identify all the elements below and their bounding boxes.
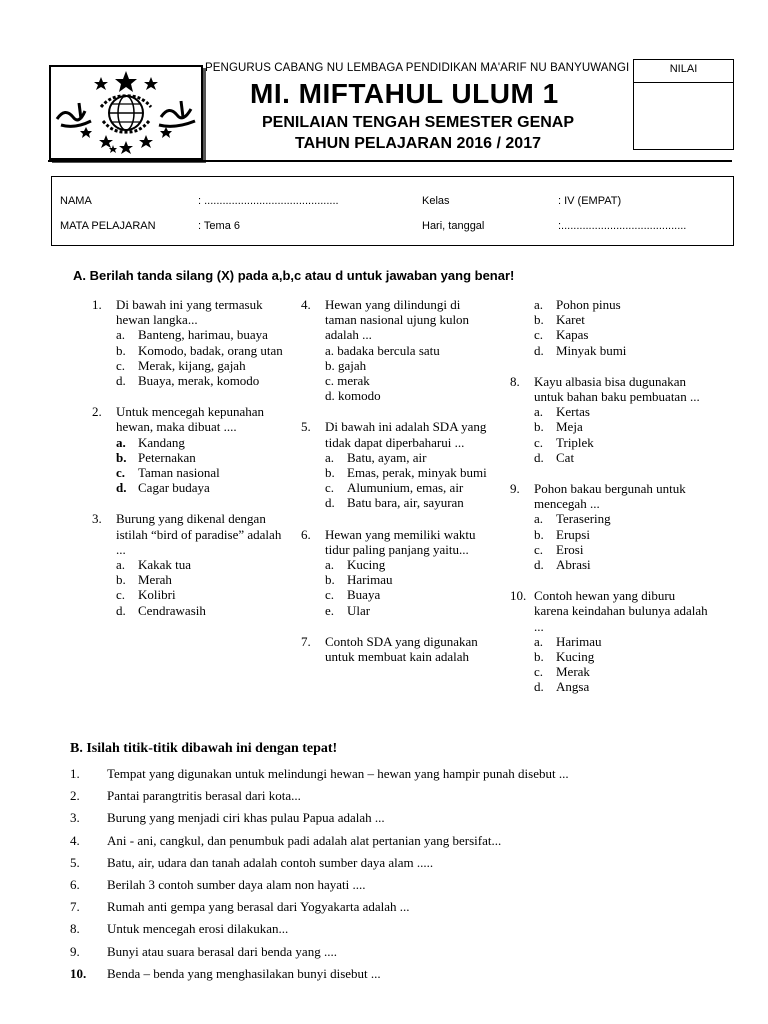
option-letter: d. — [534, 557, 544, 573]
section-a-column-2 — [301, 297, 493, 664]
option-text: Kolibri — [138, 587, 176, 603]
answer-option[interactable] — [534, 312, 710, 327]
question-text: Hewan yang memiliki waktu tidur paling panjang yaitu... — [325, 526, 476, 557]
item-number: 4. — [70, 832, 80, 848]
option-text: Minyak bumi — [556, 342, 627, 358]
answer-option[interactable] — [116, 358, 284, 373]
answer-option[interactable] — [534, 634, 710, 649]
question-gap — [510, 572, 710, 588]
question-number: 6. — [301, 526, 311, 542]
answer-option[interactable] — [534, 527, 710, 542]
item-number: 9. — [70, 943, 80, 959]
answer-option[interactable] — [116, 572, 284, 587]
question-text: Kayu albasia bisa dugunakan untuk bahan baku pembuatan ... — [534, 373, 700, 405]
question-block — [301, 527, 493, 618]
item-number: 1. — [70, 766, 80, 782]
option-letter: c. — [534, 664, 544, 680]
answer-option[interactable] — [325, 343, 493, 358]
option-letter: e. — [325, 602, 335, 618]
organization-name: PENGURUS CABANG NU LEMBAGA PENDIDIKAN MA'ARIF NU BANYUWANGI — [205, 62, 630, 74]
nama-label: NAMA — [60, 195, 92, 207]
option-letter: a. — [534, 404, 544, 420]
answer-option[interactable] — [534, 419, 710, 434]
option-text: Harimau — [347, 572, 393, 588]
answer-option[interactable] — [325, 587, 493, 602]
answer-option[interactable] — [116, 465, 284, 480]
answer-option[interactable] — [534, 450, 710, 465]
question-text: Pohon bakau bergunah untuk mencegah ... — [534, 481, 686, 512]
score-box[interactable] — [633, 59, 734, 150]
score-divider — [634, 82, 733, 83]
option-letter: d. — [116, 602, 126, 618]
answer-option[interactable] — [534, 404, 710, 419]
option-letter: d. — [534, 449, 544, 465]
item-number: 2. — [70, 788, 80, 804]
subject-value: : Tema 6 — [198, 220, 240, 232]
option-text: Karet — [556, 312, 585, 328]
option-text: Triplek — [556, 434, 594, 450]
option-letter: a. — [534, 297, 544, 312]
question-stem — [510, 374, 710, 404]
answer-option[interactable] — [534, 297, 710, 312]
question-block — [92, 511, 284, 617]
item-text: Tempat yang digunakan untuk melindungi hewan – hewan yang hampir punah disebut ... — [107, 766, 569, 782]
question-stem — [510, 588, 710, 634]
score-label: NILAI — [669, 63, 698, 75]
option-letter: c. — [116, 357, 126, 373]
question-gap — [92, 388, 284, 404]
question-stem — [301, 419, 493, 449]
option-letter: b. — [116, 572, 126, 588]
question-block — [301, 634, 493, 664]
answer-option[interactable] — [325, 450, 493, 465]
question-text: Di bawah ini adalah SDA yang tidak dapat diperbaharui ... — [325, 419, 487, 450]
item-text: Rumah anti gempa yang berasal dari Yogyakarta adalah ... — [107, 899, 410, 915]
question-stem — [92, 297, 284, 327]
option-letter: a. — [116, 557, 126, 573]
option-text: Abrasi — [556, 557, 591, 573]
nu-logo — [49, 65, 203, 160]
question-number: 1. — [92, 297, 102, 312]
option-text: Emas, perak, minyak bumi — [347, 465, 487, 481]
answer-options — [534, 404, 710, 465]
answer-option[interactable] — [325, 358, 493, 373]
option-text: Terasering — [556, 511, 611, 527]
nu-logo-emblem-icon — [51, 67, 201, 158]
question-number: 2. — [92, 404, 102, 420]
item-number: 3. — [70, 810, 80, 826]
option-text: Peternakan — [138, 449, 196, 465]
option-text: Kertas — [556, 404, 590, 420]
question-gap — [301, 511, 493, 527]
answer-option[interactable] — [325, 557, 493, 572]
answer-options — [325, 450, 493, 511]
nama-field[interactable]: : ............................................ — [198, 195, 339, 207]
option-letter: c. — [534, 434, 544, 450]
item-text: Bunyi atau suara berasal dari benda yang .... — [107, 943, 337, 959]
option-text: Buaya — [347, 587, 381, 603]
answer-option[interactable] — [116, 373, 284, 388]
option-text: c. merak — [325, 373, 370, 389]
question-number: 7. — [301, 633, 311, 649]
option-letter: c. — [116, 587, 126, 603]
option-text: Erosi — [556, 541, 584, 557]
question-stem — [301, 297, 493, 343]
option-letter: c. — [325, 480, 335, 496]
answer-option[interactable] — [325, 603, 493, 618]
answer-option[interactable] — [325, 373, 493, 388]
question-stem — [92, 511, 284, 557]
option-letter: b. — [534, 526, 544, 542]
school-name: MI. MIFTAHUL ULUM 1 — [250, 78, 559, 109]
option-text: Pohon pinus — [556, 297, 621, 312]
question-number: 5. — [301, 419, 311, 435]
option-letter: b. — [534, 419, 544, 435]
answer-option[interactable] — [534, 664, 710, 679]
question-text: Burung yang dikenal dengan istilah “bird of paradise” adalah ... — [116, 511, 282, 557]
question-block — [510, 481, 710, 572]
option-letter: a. — [534, 633, 544, 649]
option-text: a. badaka bercula satu — [325, 342, 440, 358]
answer-options — [534, 634, 710, 695]
option-letter: b. — [325, 465, 335, 481]
question-number: 4. — [301, 297, 311, 312]
answer-options — [534, 297, 710, 358]
option-text: Merah — [138, 572, 172, 588]
option-letter: d. — [534, 342, 544, 358]
fill-in-item[interactable] — [70, 830, 750, 852]
answer-options — [116, 435, 284, 496]
header-divider — [48, 160, 732, 162]
answer-option[interactable] — [534, 511, 710, 526]
section-b-list — [70, 763, 750, 985]
item-number: 6. — [70, 877, 80, 893]
answer-option[interactable] — [325, 388, 493, 403]
answer-options — [534, 511, 710, 572]
item-text: Ani - ani, cangkul, dan penumbuk padi adalah alat pertanian yang bersifat... — [107, 832, 502, 848]
option-text: Merak — [556, 664, 590, 680]
option-text: Banteng, harimau, buaya — [138, 327, 268, 343]
answer-option[interactable] — [325, 465, 493, 480]
answer-option[interactable] — [325, 495, 493, 510]
date-field[interactable]: :......................................... — [558, 220, 687, 232]
student-identity-box — [51, 176, 734, 246]
answer-options — [116, 557, 284, 618]
option-letter: c. — [116, 465, 126, 481]
question-block — [510, 297, 710, 358]
option-text: Kucing — [347, 557, 386, 573]
item-text: Burung yang menjadi ciri khas pulau Papua adalah ... — [107, 810, 385, 826]
answer-option[interactable] — [325, 480, 493, 495]
option-letter: d. — [116, 480, 127, 496]
answer-option[interactable] — [534, 679, 710, 694]
answer-option[interactable] — [534, 327, 710, 342]
option-letter: d. — [534, 679, 544, 695]
fill-in-item[interactable] — [70, 763, 750, 785]
option-letter: a. — [534, 511, 544, 527]
item-text: Pantai parangtritis berasal dari kota... — [107, 788, 301, 804]
academic-year: TAHUN PELAJARAN 2016 / 2017 — [294, 135, 541, 152]
fill-in-item[interactable] — [70, 807, 750, 829]
question-text: Contoh SDA yang digunakan untuk membuat kain adalah — [325, 633, 478, 665]
option-text: Alumunium, emas, air — [347, 480, 464, 496]
question-gap — [301, 618, 493, 634]
answer-options — [325, 557, 493, 618]
answer-option[interactable] — [116, 327, 284, 342]
answer-option[interactable] — [116, 450, 284, 465]
option-text: Cat — [556, 449, 575, 465]
item-number: 7. — [70, 899, 80, 915]
option-text: Batu, ayam, air — [347, 449, 427, 465]
kelas-value: : IV (EMPAT) — [558, 195, 622, 207]
option-text: Merak, kijang, gajah — [138, 357, 246, 373]
fill-in-item[interactable] — [70, 874, 750, 896]
item-number: 5. — [70, 854, 80, 870]
date-label: Hari, tanggal — [422, 220, 485, 232]
question-text: Untuk mencegah kepunahan hewan, maka dibuat .... — [116, 404, 265, 435]
option-letter: a. — [325, 557, 335, 573]
item-text: Batu, air, udara dan tanah adalah contoh sumber daya alam ..... — [107, 854, 434, 870]
kelas-label: Kelas — [422, 195, 450, 207]
question-number: 8. — [510, 373, 520, 389]
option-letter: c. — [534, 327, 544, 343]
option-text: Meja — [556, 419, 583, 435]
question-number: 10. — [510, 588, 527, 604]
question-block — [92, 297, 284, 388]
question-stem — [301, 634, 493, 664]
option-letter: d. — [325, 495, 335, 511]
item-number: 10. — [70, 965, 87, 981]
answer-option[interactable] — [116, 603, 284, 618]
option-letter: b. — [116, 342, 126, 358]
question-stem — [92, 404, 284, 434]
question-stem — [510, 481, 710, 511]
section-a-column-1 — [92, 297, 284, 618]
option-text: Batu bara, air, sayuran — [347, 495, 464, 511]
answer-option[interactable] — [116, 343, 284, 358]
option-letter: b. — [325, 572, 335, 588]
item-text: Berilah 3 contoh sumber daya alam non hayati .... — [107, 877, 366, 893]
question-block — [301, 297, 493, 403]
option-text: b. gajah — [325, 357, 367, 373]
question-block — [92, 404, 284, 495]
question-text: Di bawah ini yang termasuk hewan langka... — [116, 297, 263, 328]
option-text: Taman nasional — [138, 465, 220, 481]
item-number: 8. — [70, 921, 80, 937]
question-number: 3. — [92, 511, 102, 527]
option-text: Kandang — [138, 434, 185, 450]
answer-options — [116, 327, 284, 388]
item-text: Untuk mencegah erosi dilakukan... — [107, 921, 289, 937]
fill-in-item[interactable] — [70, 963, 750, 985]
option-text: Buaya, merak, komodo — [138, 373, 260, 389]
answer-option[interactable] — [116, 480, 284, 495]
question-gap — [301, 403, 493, 419]
option-letter: d. — [116, 373, 126, 389]
question-gap — [92, 495, 284, 511]
option-letter: c. — [534, 541, 544, 557]
option-text: Komodo, badak, orang utan — [138, 342, 283, 358]
fill-in-item[interactable] — [70, 918, 750, 940]
item-text: Benda – benda yang menghasilakan bunyi disebut ... — [107, 965, 381, 981]
fill-in-item[interactable] — [70, 852, 750, 874]
question-block — [510, 374, 710, 465]
answer-option[interactable] — [534, 435, 710, 450]
option-text: Harimau — [556, 633, 602, 649]
answer-option[interactable] — [534, 343, 710, 358]
exam-title: PENILAIAN TENGAH SEMESTER GENAP — [261, 114, 575, 131]
option-text: Erupsi — [556, 526, 590, 542]
answer-options — [325, 343, 493, 404]
option-letter: b. — [534, 649, 544, 665]
section-a-column-3 — [510, 297, 710, 695]
fill-in-item[interactable] — [70, 896, 750, 918]
answer-option[interactable] — [534, 542, 710, 557]
option-text: Angsa — [556, 679, 590, 695]
option-text: Ular — [347, 602, 371, 618]
question-gap — [510, 465, 710, 481]
answer-option[interactable] — [116, 587, 284, 602]
question-block — [301, 419, 493, 510]
option-text: Kapas — [556, 327, 589, 343]
question-block — [510, 588, 710, 694]
fill-in-item[interactable] — [70, 941, 750, 963]
option-text: Cagar budaya — [138, 480, 210, 496]
question-stem — [301, 527, 493, 557]
option-text: Cendrawasih — [138, 602, 206, 618]
option-letter: a. — [116, 434, 126, 450]
question-text: Contoh hewan yang diburu karena keindahan bulunya adalah ... — [534, 588, 708, 634]
answer-option[interactable] — [534, 649, 710, 664]
question-text: Hewan yang dilindungi di taman nasional ujung kulon adalah ... — [325, 297, 470, 343]
question-number: 9. — [510, 481, 520, 497]
option-letter: b. — [116, 449, 127, 465]
answer-option[interactable] — [325, 572, 493, 587]
option-text: Kucing — [556, 649, 595, 665]
option-letter: a. — [116, 327, 126, 343]
option-text: Kakak tua — [138, 557, 192, 573]
fill-in-item[interactable] — [70, 785, 750, 807]
option-letter: a. — [325, 449, 335, 465]
subject-label: MATA PELAJARAN — [60, 220, 156, 232]
section-b-title: B. Isilah titik-titik dibawah ini dengan tepat! — [70, 741, 338, 756]
question-gap — [510, 358, 710, 374]
option-letter: b. — [534, 312, 544, 328]
option-letter: c. — [325, 587, 335, 603]
answer-option[interactable] — [116, 435, 284, 450]
section-a-title: A. Berilah tanda silang (X) pada a,b,c atau d untuk jawaban yang benar! — [73, 268, 515, 283]
answer-option[interactable] — [534, 557, 710, 572]
option-text: d. komodo — [325, 388, 381, 404]
answer-option[interactable] — [116, 557, 284, 572]
